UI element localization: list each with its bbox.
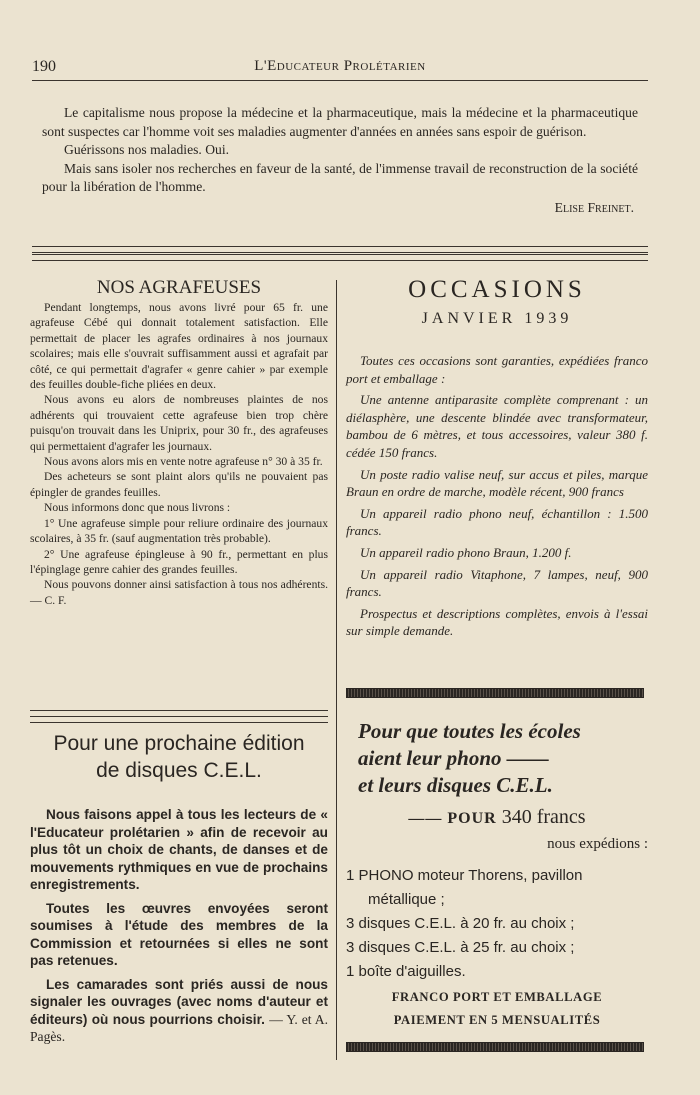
hatched-divider	[346, 688, 644, 698]
occasions-subtitle: JANVIER 1939	[421, 310, 573, 327]
occasions-item: Un poste radio valise neuf, sur accus et piles, marque Braun en ordre de marche, modèle récent, 900 francs	[346, 466, 648, 500]
phono-title-line: Pour que toutes les écoles	[358, 719, 581, 743]
occasions-item: Un appareil radio phono neuf, échantillon : 1.500 francs.	[346, 505, 648, 539]
agrafeuses-paragraph: 2° Une agrafeuse épingleuse à 90 fr., permettant en plus l'épinglage genre cahier des grandes feuilles.	[30, 547, 328, 576]
running-title: L'Educateur Prolétarien	[254, 58, 426, 74]
occasions-list	[346, 352, 648, 644]
agrafeuses-article	[30, 300, 328, 608]
occasions-item: Un appareil radio phono Braun, 1.200 f.	[360, 544, 572, 560]
disques-article	[30, 806, 328, 1052]
intro-signature: Elise Freinet.	[554, 199, 634, 215]
phono-title-line: et leurs disques C.E.L.	[358, 773, 553, 797]
intro-text	[42, 104, 638, 217]
phono-item: 1 boîte d'aiguilles.	[346, 963, 466, 980]
agrafeuses-paragraph: Nous avons eu alors de nombreuses plaintes de nos adhérents qui trouvaient cette agrafeuse bien trop chère puisqu'on trouvait dans les Uniprix, pour 30 fr., des agrafeuses qui permettaient d'agrafer les journaux.	[30, 393, 328, 453]
agrafeuses-paragraph: Des acheteurs se sont plaint alors qu'ils ne pouvaient pas épingler de grandes feuilles.	[30, 470, 328, 499]
section-divider	[32, 246, 648, 253]
disques-author: — Y. et A. Pagès.	[30, 1011, 328, 1044]
disques-title-line: Pour une prochaine édition	[53, 732, 305, 755]
occasions-item: Un appareil radio Vitaphone, 7 lampes, neuf, 900 francs.	[346, 566, 648, 600]
phono-items	[346, 864, 648, 984]
phono-title	[346, 718, 660, 799]
occasions-item: Prospectus et descriptions complètes, envois à l'essai sur simple demande.	[346, 605, 648, 639]
disques-title-line: de disques C.E.L.	[96, 759, 262, 782]
occasions-item: Toutes ces occasions sont garanties, expédiées franco port et emballage :	[346, 353, 648, 386]
disques-paragraph	[30, 976, 328, 1046]
agrafeuses-paragraph: Pendant longtemps, nous avons livré pour 65 fr. une agrafeuse Cébé qui donnait totalement satisfaction. Elle permettait de placer les agrafes ordinaires à nos journaux scolaires; mais elle s'ouvrait suffisamment aussi et agrafait par côté, ce qui permettait d'agrafer « genre cahier » par exemple des feuilles double-fiche pliées en deux.	[30, 301, 328, 392]
hatched-divider	[346, 1042, 644, 1052]
column-divider	[30, 716, 328, 723]
phono-title-line: aient leur phono ——	[358, 746, 549, 770]
intro-paragraph: Mais sans isoler nos recherches en faveur de la santé, de l'immense travail de reconstruction de la société pour la libération de l'homme.	[42, 160, 638, 194]
phono-item: 3 disques C.E.L. à 25 fr. au choix ;	[346, 939, 575, 956]
page-header	[32, 58, 648, 81]
disques-title	[30, 730, 328, 784]
section-divider	[32, 254, 648, 261]
agrafeuses-paragraph: 1° Une agrafeuse simple pour reliure ordinaire des journaux scolaires, à 35 fr. (sauf augmentation très probable).	[30, 516, 328, 546]
agrafeuses-paragraph: Nous informons donc que nous livrons :	[44, 501, 231, 515]
phono-price	[346, 806, 648, 829]
column-rule	[336, 280, 337, 1060]
intro-paragraph: Guérissons nos maladies. Oui.	[64, 142, 229, 157]
occasions-item: Une antenne antiparasite complète comprenant : un diélasphère, une descente blindée avec transformateur, bambou de 6 mètres, et tous accessoires, valeur 380 f. cédée 150 francs.	[346, 392, 648, 460]
phono-shipping: nous expédions :	[547, 836, 648, 852]
phono-footer-line: FRANCO PORT ET EMBALLAGE	[391, 990, 603, 1004]
phono-footer-line: PAIEMENT EN 5 MENSUALITÉS	[393, 1013, 601, 1027]
disques-paragraph: Toutes les œuvres envoyées seront soumises à l'étude des membres de la Commission et retournées si elles ne sont pas retenues.	[30, 900, 328, 968]
occasions-title: OCCASIONS	[408, 276, 586, 303]
disques-paragraph: Nous faisons appel à tous les lecteurs de « l'Educateur prolétarien » afin de recevoir au plus tôt un choix de chants, de danses et de mouvements rythmiques en vue de prochains enregistrements.	[30, 807, 328, 892]
agrafeuses-title: NOS AGRAFEUSES	[96, 277, 262, 298]
price-value: 340 francs	[501, 806, 586, 828]
phono-item: 3 disques C.E.L. à 20 fr. au choix ;	[346, 915, 575, 932]
agrafeuses-paragraph: Nous avons alors mis en vente notre agrafeuse n° 30 à 35 fr.	[44, 455, 323, 469]
phono-item: 1 PHONO moteur Thorens, pavillon métallique ;	[346, 867, 583, 908]
page-number: 190	[32, 58, 56, 75]
agrafeuses-paragraph: Nous pouvons donner ainsi satisfaction à tous nos adhérents. — C. F.	[30, 578, 328, 607]
disques-paragraph-text: Les camarades sont priés aussi de nous signaler les ouvrages (avec noms d'auteur et éditeurs) où nous pourrions choisir.	[30, 976, 328, 1027]
price-prefix: —— POUR	[408, 810, 497, 827]
intro-paragraph: Le capitalisme nous propose la médecine et la pharmaceutique, mais la médecine et la pharmaceutique sont suspectes car l'homme voit ses maladies augmenter d'années en années sans espoir de guérison.	[42, 105, 638, 139]
